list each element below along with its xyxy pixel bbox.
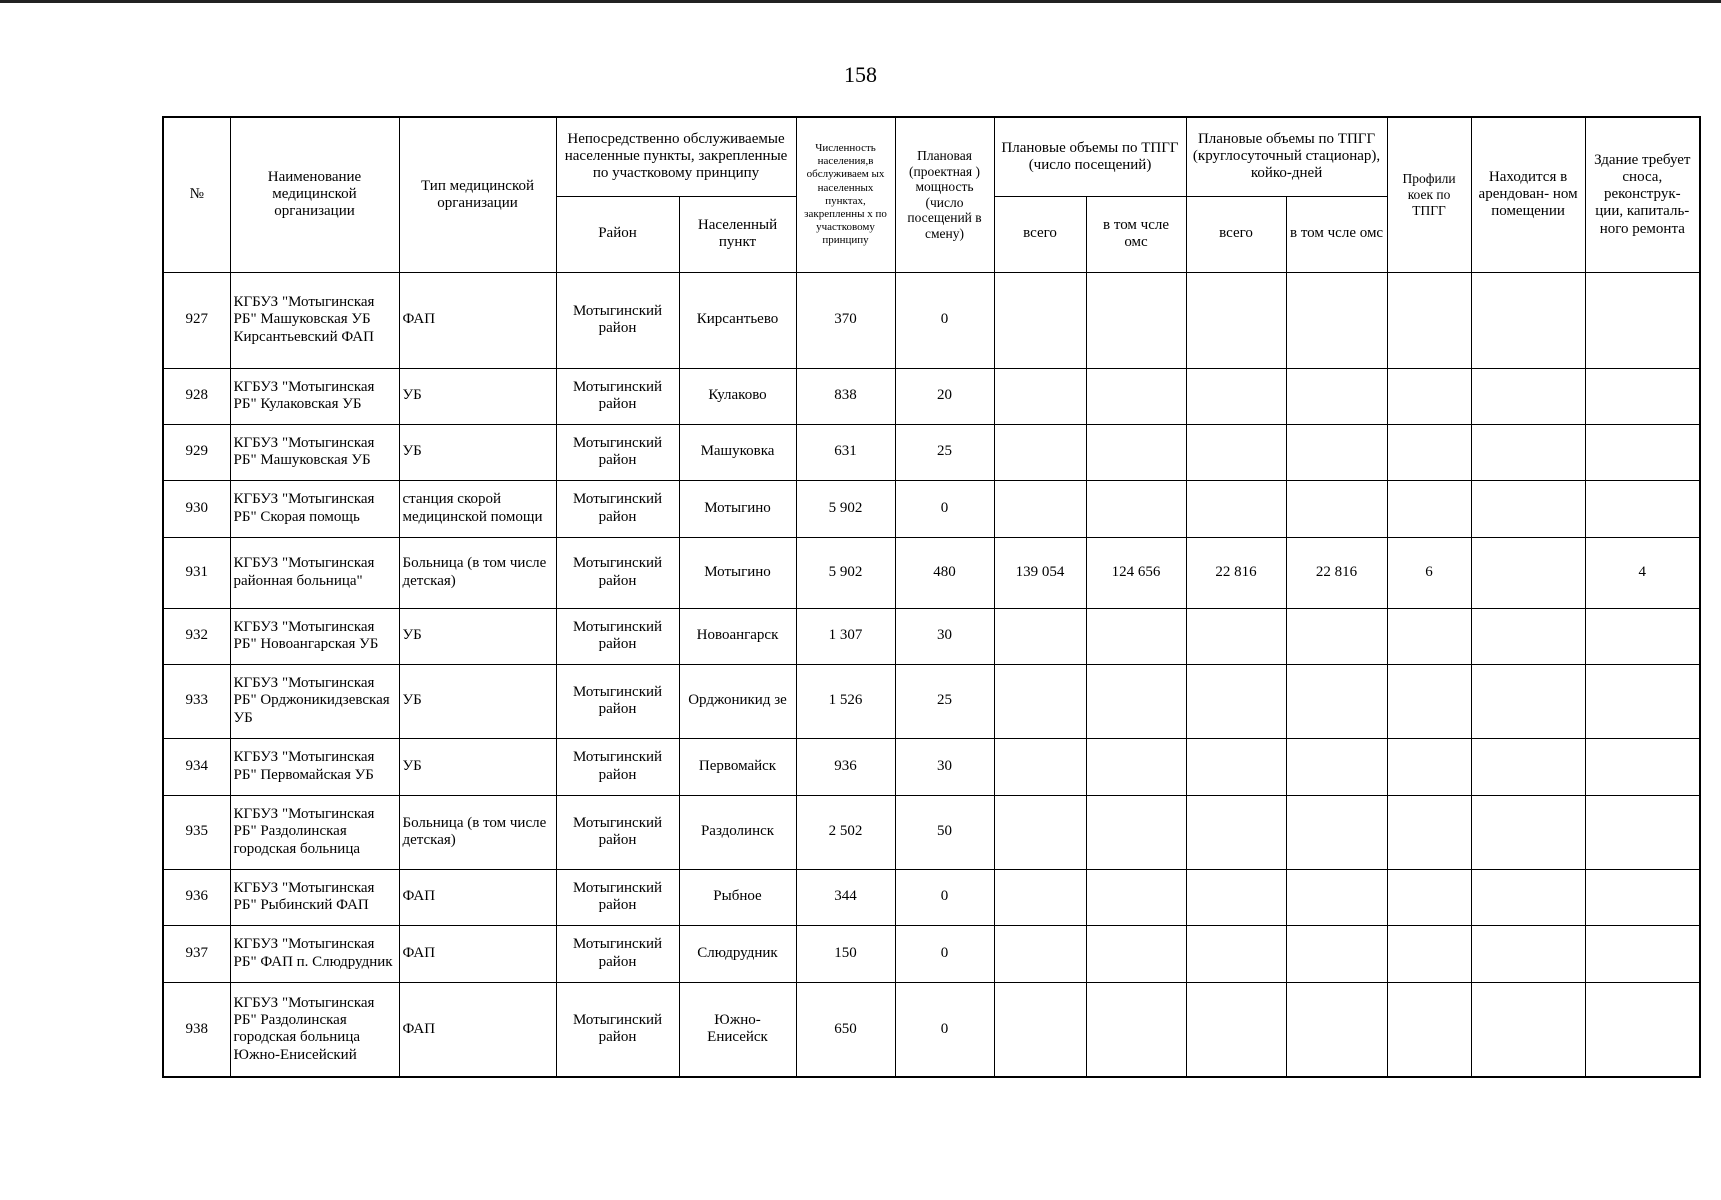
row-type: ФАП — [399, 982, 556, 1077]
row-rented — [1471, 368, 1585, 424]
row-population: 650 — [796, 982, 895, 1077]
row-num: 934 — [163, 738, 230, 795]
row-capacity: 0 — [895, 272, 994, 368]
table-row — [163, 480, 1700, 537]
row-num: 937 — [163, 925, 230, 982]
row-settlement: Раздолинск — [679, 795, 796, 869]
row-stationary-total — [1186, 925, 1286, 982]
row-type: ФАП — [399, 869, 556, 925]
row-settlement: Новоангарск — [679, 608, 796, 664]
row-num: 927 — [163, 272, 230, 368]
row-visits-total — [994, 608, 1086, 664]
row-bed-profiles — [1387, 608, 1471, 664]
row-bed-profiles — [1387, 869, 1471, 925]
row-name: КГБУЗ "Мотыгинская РБ" Раздолинская городская больница Южно-Енисейский — [230, 982, 399, 1077]
row-visits-total: 139 054 — [994, 537, 1086, 608]
row-population: 5 902 — [796, 537, 895, 608]
table-row — [163, 925, 1700, 982]
table-row — [163, 738, 1700, 795]
row-visits-oms — [1086, 982, 1186, 1077]
row-stationary-oms — [1286, 272, 1387, 368]
row-capacity: 0 — [895, 480, 994, 537]
row-type: УБ — [399, 608, 556, 664]
row-demolition — [1585, 424, 1700, 480]
row-population: 838 — [796, 368, 895, 424]
row-district: Мотыгинский район — [556, 480, 679, 537]
row-stationary-oms — [1286, 982, 1387, 1077]
row-settlement: Мотыгино — [679, 480, 796, 537]
row-num: 929 — [163, 424, 230, 480]
table-row — [163, 368, 1700, 424]
row-visits-oms — [1086, 925, 1186, 982]
row-rented — [1471, 424, 1585, 480]
row-district: Мотыгинский район — [556, 537, 679, 608]
row-visits-oms — [1086, 664, 1186, 738]
row-demolition — [1585, 982, 1700, 1077]
table-row — [163, 424, 1700, 480]
row-demolition — [1585, 368, 1700, 424]
row-rented — [1471, 982, 1585, 1077]
row-capacity: 0 — [895, 925, 994, 982]
row-rented — [1471, 664, 1585, 738]
row-stationary-total: 22 816 — [1186, 537, 1286, 608]
header-tpgg-stationary: Плановые объемы по ТПГГ (круглосуточный стационар), койко-дней — [1186, 117, 1387, 196]
row-demolition — [1585, 925, 1700, 982]
row-visits-total — [994, 982, 1086, 1077]
row-stationary-oms — [1286, 424, 1387, 480]
row-capacity: 25 — [895, 664, 994, 738]
row-settlement: Кулаково — [679, 368, 796, 424]
row-capacity: 20 — [895, 368, 994, 424]
row-district: Мотыгинский район — [556, 869, 679, 925]
row-demolition — [1585, 738, 1700, 795]
row-name: КГБУЗ "Мотыгинская РБ" Первомайская УБ — [230, 738, 399, 795]
table-body — [163, 272, 1700, 1077]
row-stationary-oms — [1286, 925, 1387, 982]
row-visits-oms — [1086, 424, 1186, 480]
row-num: 938 — [163, 982, 230, 1077]
row-bed-profiles: 6 — [1387, 537, 1471, 608]
row-type: УБ — [399, 664, 556, 738]
row-bed-profiles — [1387, 795, 1471, 869]
row-population: 631 — [796, 424, 895, 480]
table-row — [163, 537, 1700, 608]
row-type: УБ — [399, 424, 556, 480]
row-stationary-oms: 22 816 — [1286, 537, 1387, 608]
row-district: Мотыгинский район — [556, 982, 679, 1077]
row-district: Мотыгинский район — [556, 368, 679, 424]
row-rented — [1471, 795, 1585, 869]
row-visits-total — [994, 480, 1086, 537]
row-visits-oms — [1086, 869, 1186, 925]
row-visits-oms — [1086, 480, 1186, 537]
row-rented — [1471, 869, 1585, 925]
row-name: КГБУЗ "Мотыгинская РБ" Рыбинский ФАП — [230, 869, 399, 925]
header-served-points: Непосредственно обслуживаемые населенные пункты, закрепленные по участковому принципу — [556, 117, 796, 196]
row-population: 936 — [796, 738, 895, 795]
row-visits-oms — [1086, 272, 1186, 368]
row-visits-total — [994, 925, 1086, 982]
table-row — [163, 869, 1700, 925]
header-type: Тип медицинской организации — [399, 117, 556, 272]
row-name: КГБУЗ "Мотыгинская РБ" Машуковская УБ — [230, 424, 399, 480]
table-row — [163, 608, 1700, 664]
row-name: КГБУЗ "Мотыгинская РБ" ФАП п. Слюдрудник — [230, 925, 399, 982]
row-capacity: 30 — [895, 608, 994, 664]
row-type: УБ — [399, 738, 556, 795]
row-population: 5 902 — [796, 480, 895, 537]
row-district: Мотыгинский район — [556, 925, 679, 982]
row-visits-total — [994, 869, 1086, 925]
row-bed-profiles — [1387, 664, 1471, 738]
row-stationary-total — [1186, 738, 1286, 795]
row-stationary-oms — [1286, 368, 1387, 424]
row-num: 932 — [163, 608, 230, 664]
row-type: ФАП — [399, 925, 556, 982]
row-stationary-total — [1186, 480, 1286, 537]
row-bed-profiles — [1387, 424, 1471, 480]
row-settlement: Орджоникид зе — [679, 664, 796, 738]
row-demolition — [1585, 480, 1700, 537]
header-settlement: Населенный пункт — [679, 196, 796, 272]
header-name: Наименование медицинской организации — [230, 117, 399, 272]
table-row — [163, 664, 1700, 738]
row-stationary-total — [1186, 982, 1286, 1077]
row-name: КГБУЗ "Мотыгинская РБ" Раздолинская городская больница — [230, 795, 399, 869]
row-district: Мотыгинский район — [556, 738, 679, 795]
row-district: Мотыгинский район — [556, 608, 679, 664]
row-district: Мотыгинский район — [556, 795, 679, 869]
row-capacity: 480 — [895, 537, 994, 608]
row-population: 150 — [796, 925, 895, 982]
row-stationary-oms — [1286, 869, 1387, 925]
row-type: ФАП — [399, 272, 556, 368]
row-district: Мотыгинский район — [556, 664, 679, 738]
page-number: 158 — [844, 62, 877, 87]
row-stationary-total — [1186, 368, 1286, 424]
row-name: КГБУЗ "Мотыгинская районная больница" — [230, 537, 399, 608]
header-visits-oms: в том чсле омс — [1086, 196, 1186, 272]
row-settlement: Мотыгино — [679, 537, 796, 608]
row-stationary-total — [1186, 869, 1286, 925]
row-visits-oms: 124 656 — [1086, 537, 1186, 608]
row-demolition — [1585, 795, 1700, 869]
row-stationary-total — [1186, 664, 1286, 738]
row-stationary-oms — [1286, 738, 1387, 795]
row-type: Больница (в том числе детская) — [399, 537, 556, 608]
row-name: КГБУЗ "Мотыгинская РБ" Кулаковская УБ — [230, 368, 399, 424]
header-stationary-total: всего — [1186, 196, 1286, 272]
row-demolition: 4 — [1585, 537, 1700, 608]
row-visits-oms — [1086, 738, 1186, 795]
row-demolition — [1585, 664, 1700, 738]
row-type: Больница (в том числе детская) — [399, 795, 556, 869]
row-rented — [1471, 480, 1585, 537]
row-capacity: 0 — [895, 982, 994, 1077]
row-settlement: Кирсантьево — [679, 272, 796, 368]
row-stationary-oms — [1286, 608, 1387, 664]
row-demolition — [1585, 272, 1700, 368]
row-capacity: 50 — [895, 795, 994, 869]
row-visits-total — [994, 272, 1086, 368]
row-stationary-oms — [1286, 795, 1387, 869]
row-rented — [1471, 272, 1585, 368]
table-row — [163, 272, 1700, 368]
row-type: станция скорой медицинской помощи — [399, 480, 556, 537]
row-visits-total — [994, 795, 1086, 869]
header-num: № — [163, 117, 230, 272]
row-stationary-total — [1186, 608, 1286, 664]
scan-top-edge — [0, 0, 1721, 3]
row-population: 370 — [796, 272, 895, 368]
row-num: 933 — [163, 664, 230, 738]
header-visits-total: всего — [994, 196, 1086, 272]
row-rented — [1471, 925, 1585, 982]
table-row — [163, 982, 1700, 1077]
row-rented — [1471, 738, 1585, 795]
row-num: 931 — [163, 537, 230, 608]
header-demolition: Здание требует сноса, реконструк- ции, капиталь- ного ремонта — [1585, 117, 1700, 272]
row-visits-total — [994, 664, 1086, 738]
header-population: Численность населения,в обслуживаем ых населенных пунктах, закрепленны х по участковому принципу — [796, 117, 895, 272]
row-stationary-oms — [1286, 480, 1387, 537]
row-visits-total — [994, 368, 1086, 424]
row-visits-oms — [1086, 608, 1186, 664]
row-settlement: Южно- Енисейск — [679, 982, 796, 1077]
row-rented — [1471, 537, 1585, 608]
row-visits-total — [994, 424, 1086, 480]
row-district: Мотыгинский район — [556, 272, 679, 368]
row-num: 930 — [163, 480, 230, 537]
header-stationary-oms: в том чсле омс — [1286, 196, 1387, 272]
row-capacity: 25 — [895, 424, 994, 480]
row-name: КГБУЗ "Мотыгинская РБ" Машуковская УБ Кирсантьевский ФАП — [230, 272, 399, 368]
row-population: 344 — [796, 869, 895, 925]
header-district: Район — [556, 196, 679, 272]
row-stationary-oms — [1286, 664, 1387, 738]
row-settlement: Машуковка — [679, 424, 796, 480]
row-capacity: 0 — [895, 869, 994, 925]
row-num: 928 — [163, 368, 230, 424]
header-tpgg-visits: Плановые объемы по ТПГГ (число посещений) — [994, 117, 1186, 196]
row-bed-profiles — [1387, 272, 1471, 368]
row-population: 1 526 — [796, 664, 895, 738]
row-demolition — [1585, 869, 1700, 925]
row-population: 2 502 — [796, 795, 895, 869]
facilities-table — [162, 116, 1701, 1078]
row-stationary-total — [1186, 272, 1286, 368]
row-bed-profiles — [1387, 368, 1471, 424]
row-num: 936 — [163, 869, 230, 925]
row-rented — [1471, 608, 1585, 664]
header-rented: Находится в арендован- ном помещении — [1471, 117, 1585, 272]
row-bed-profiles — [1387, 480, 1471, 537]
row-stationary-total — [1186, 795, 1286, 869]
row-capacity: 30 — [895, 738, 994, 795]
row-name: КГБУЗ "Мотыгинская РБ" Скорая помощь — [230, 480, 399, 537]
table-row — [163, 795, 1700, 869]
row-visits-oms — [1086, 368, 1186, 424]
row-visits-oms — [1086, 795, 1186, 869]
row-population: 1 307 — [796, 608, 895, 664]
header-capacity: Плановая (проектная ) мощность (число посещений в смену) — [895, 117, 994, 272]
row-bed-profiles — [1387, 982, 1471, 1077]
row-name: КГБУЗ "Мотыгинская РБ" Новоангарская УБ — [230, 608, 399, 664]
row-settlement: Первомайск — [679, 738, 796, 795]
row-district: Мотыгинский район — [556, 424, 679, 480]
row-visits-total — [994, 738, 1086, 795]
row-stationary-total — [1186, 424, 1286, 480]
row-settlement: Слюдрудник — [679, 925, 796, 982]
row-name: КГБУЗ "Мотыгинская РБ" Орджоникидзевская УБ — [230, 664, 399, 738]
row-settlement: Рыбное — [679, 869, 796, 925]
row-bed-profiles — [1387, 925, 1471, 982]
row-type: УБ — [399, 368, 556, 424]
row-num: 935 — [163, 795, 230, 869]
row-demolition — [1585, 608, 1700, 664]
row-bed-profiles — [1387, 738, 1471, 795]
header-bed-profiles: Профили коек по ТПГГ — [1387, 117, 1471, 272]
